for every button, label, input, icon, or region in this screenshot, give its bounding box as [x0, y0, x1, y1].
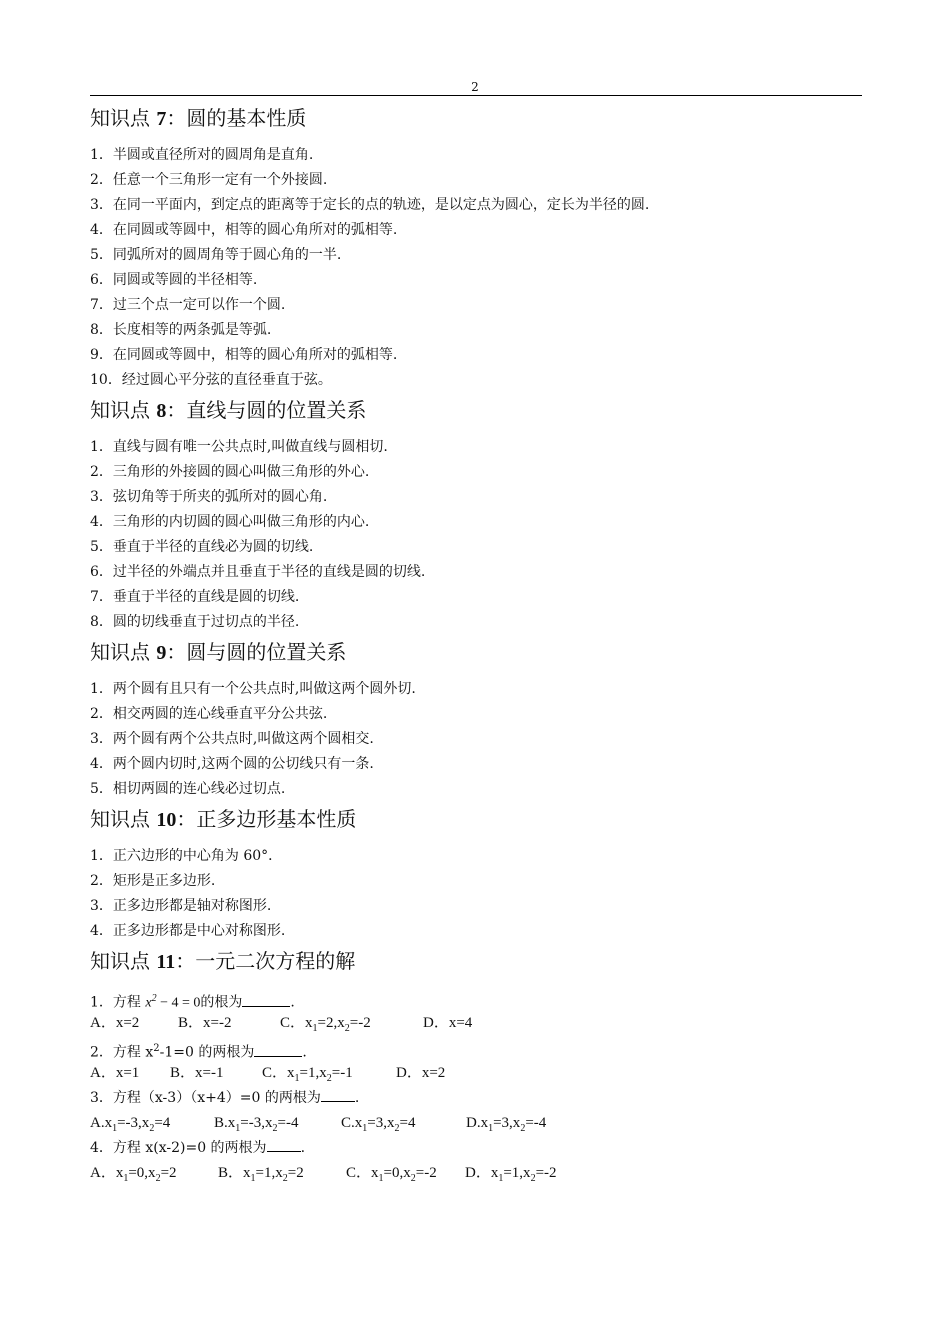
option-d[interactable]: $D.x_1=3,x_2=-4$ — [466, 1115, 547, 1134]
answer-blank[interactable] — [242, 992, 290, 1007]
page-number: 2 — [471, 80, 479, 94]
question-3: 3．方程（x-3）（x+4）=0 的两根为 . — [90, 1086, 862, 1111]
question-3-options — [90, 1111, 862, 1136]
list-item: 8．长度相等的两条弧是等弧. — [90, 322, 272, 338]
list-item: 10．经过圆心平分弦的直径垂直于弦。 — [90, 372, 332, 388]
question-2-options — [90, 1061, 862, 1086]
list-item: 1．直线与圆有唯一公共点时,叫做直线与圆相切. — [90, 439, 388, 455]
list-item: 2．相交两圆的连心线垂直平分公共弦. — [90, 706, 328, 722]
option-b[interactable]: B．$x_1=1,x_2=2$ — [218, 1165, 304, 1184]
question-4-options — [90, 1161, 862, 1186]
option-d[interactable]: D．$x_1=1,x_2=-2$ — [465, 1165, 557, 1184]
list-item: 7．垂直于半径的直线是圆的切线. — [90, 589, 300, 605]
section-8 — [90, 393, 862, 635]
answer-blank[interactable] — [254, 1042, 302, 1057]
option-b[interactable]: $B.x_1=-3,x_2=-4$ — [214, 1115, 299, 1134]
list-item: 4．两个圆内切时,这两个圆的公切线只有一条. — [90, 756, 374, 772]
list-item: 6．过半径的外端点并且垂直于半径的直线是圆的切线. — [90, 564, 426, 580]
option-c[interactable]: $C.x_1=3,x_2=4$ — [341, 1115, 416, 1134]
list-item: 1．两个圆有且只有一个公共点时,叫做这两个圆外切. — [90, 681, 416, 697]
list-item: 5．垂直于半径的直线必为圆的切线. — [90, 539, 314, 555]
list-item: 4．正多边形都是中心对称图形. — [90, 923, 286, 939]
list-item: 1．半圆或直径所对的圆周角是直角. — [90, 147, 314, 163]
option-a[interactable]: $A.x_1=-3,x_2=4$ — [90, 1115, 171, 1134]
document-body — [90, 101, 862, 1186]
list-item: 8．圆的切线垂直于过切点的半径. — [90, 614, 300, 630]
question-4: 4．方程 x(x-2)=0 的两根为 . — [90, 1136, 862, 1161]
header-rule — [90, 95, 862, 96]
list-item: 5．同弧所对的圆周角等于圆心角的一半. — [90, 247, 342, 263]
question-2: 2．方程 $x^2-1=0$ 的两根为 . — [90, 1043, 307, 1061]
list-item: 5．相切两圆的连心线必过切点. — [90, 781, 286, 797]
section-10 — [90, 802, 862, 944]
list-item: 1．正六边形的中心角为 60°． — [90, 848, 283, 864]
option-b[interactable]: B．x=-1 — [170, 1065, 224, 1081]
list-item: 3．两个圆有两个公共点时,叫做这两个圆相交. — [90, 731, 374, 747]
list-item: 2．矩形是正多边形. — [90, 873, 216, 889]
answer-blank[interactable] — [267, 1137, 301, 1152]
list-item: 2．三角形的外接圆的圆心叫做三角形的外心. — [90, 464, 370, 480]
option-d[interactable]: D．x=2 — [396, 1065, 446, 1081]
list-item: 4．在同圆或等圆中，相等的圆心角所对的弧相等. — [90, 222, 398, 238]
section-title: 知识点 11：一元二次方程的解 — [90, 949, 356, 973]
section-7 — [90, 101, 862, 393]
option-d[interactable]: D．x=4 — [423, 1015, 473, 1031]
list-item: 2．任意一个三角形一定有一个外接圆. — [90, 172, 328, 188]
list-item: 4．三角形的内切圆的圆心叫做三角形的内心. — [90, 514, 370, 530]
option-a[interactable]: A．x=1 — [90, 1065, 140, 1081]
option-b[interactable]: B．x=-2 — [178, 1015, 232, 1031]
knowledge-sections — [90, 101, 862, 944]
list-item: 6．同圆或等圆的半径相等. — [90, 272, 258, 288]
section-11 — [90, 944, 862, 1186]
section-9 — [90, 635, 862, 802]
list-item: 3．在同一平面内，到定点的距离等于定长的点的轨迹，是以定点为圆心，定长为半径的圆. — [90, 197, 650, 213]
option-a[interactable]: A．x=2 — [90, 1015, 140, 1031]
list-item: 9．在同圆或等圆中，相等的圆心角所对的弧相等. — [90, 347, 398, 363]
list-item: 7．过三个点一定可以作一个圆. — [90, 297, 286, 313]
option-c[interactable]: C．$x_1=0,x_2=-2$ — [346, 1165, 437, 1184]
answer-blank[interactable] — [321, 1087, 355, 1102]
option-a[interactable]: A．$x_1=0,x_2=2$ — [90, 1165, 177, 1184]
section-title: 知识点 7：圆的基本性质 — [90, 106, 307, 130]
option-c[interactable]: C．$x_1=1,x_2=-1$ — [262, 1065, 353, 1084]
section-title: 知识点 8：直线与圆的位置关系 — [90, 398, 367, 422]
option-c[interactable]: C．$x_1=2,x_2=-2$ — [280, 1015, 371, 1034]
list-item: 3．正多边形都是轴对称图形. — [90, 898, 272, 914]
section-title: 知识点 10：正多边形基本性质 — [90, 807, 357, 831]
section-title: 知识点 9：圆与圆的位置关系 — [90, 640, 347, 664]
question-1: 1．方程 $x^2 - 4 = 0$的根为 . — [90, 993, 295, 1011]
list-item: 3．弦切角等于所夹的弧所对的圆心角. — [90, 489, 328, 505]
question-1-options — [90, 1011, 862, 1036]
